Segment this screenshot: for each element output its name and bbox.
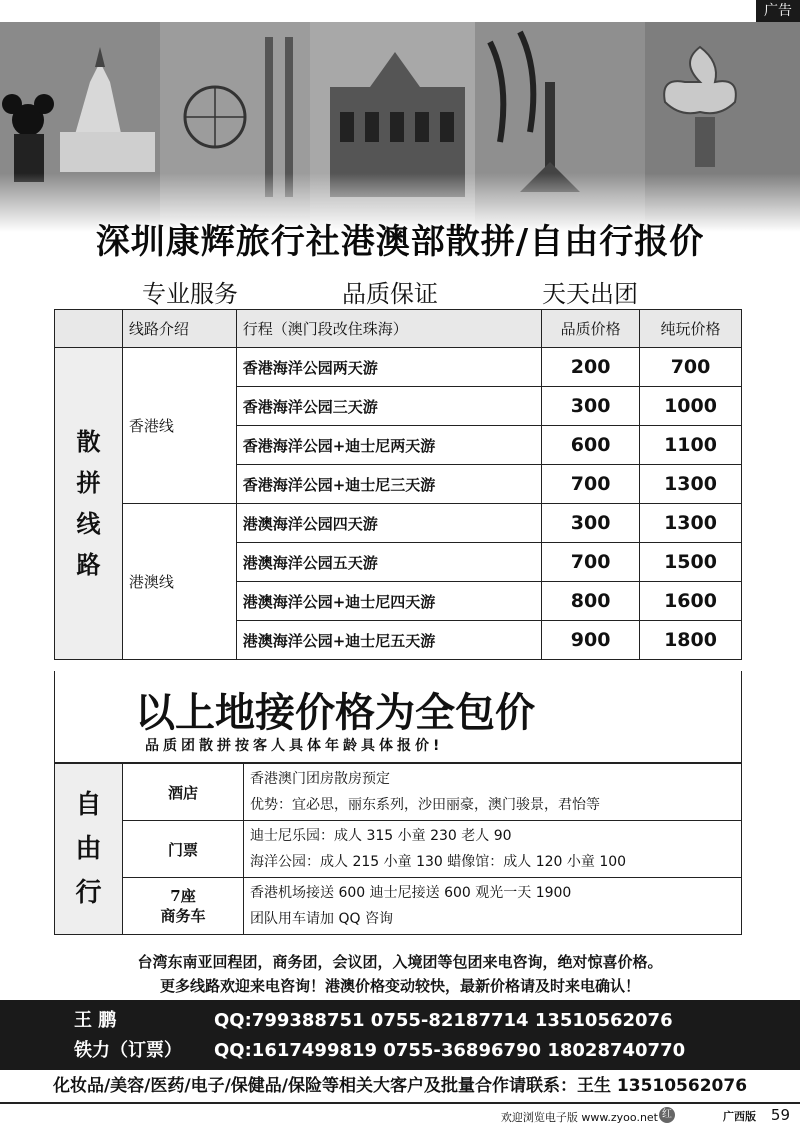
note-line-1: 台湾东南亚回程团，商务团，会议团，入境团等包团来电咨询，绝对惊喜价格。	[137, 953, 663, 971]
quality-price: 800	[542, 582, 640, 621]
contact-band	[0, 1000, 800, 1070]
pure-price: 700	[640, 348, 742, 387]
footer-edition: 广西版	[723, 1110, 756, 1123]
free-travel-label	[61, 785, 116, 913]
header-blank	[55, 310, 123, 348]
table-row	[55, 878, 742, 935]
slogans	[0, 274, 800, 308]
footer	[0, 1104, 800, 1126]
ticket-label: 门票	[123, 821, 244, 878]
page-title: 深圳康辉旅行社港澳部散拼/自由行报价	[95, 222, 705, 262]
hotel-info	[244, 764, 742, 821]
ad-tag: 广告	[756, 0, 800, 22]
header-route: 线路介绍	[122, 310, 236, 348]
route-hk-macau: 港澳线	[122, 504, 236, 660]
pure-price: 1600	[640, 582, 742, 621]
quality-price: 300	[542, 387, 640, 426]
header-pure-price: 纯玩价格	[640, 310, 742, 348]
pure-price: 1300	[640, 504, 742, 543]
contact-name: 铁力（订票）	[74, 1040, 182, 1061]
slogan-1: 专业服务	[142, 280, 238, 308]
category-char: 由	[75, 834, 102, 864]
trip-name: 香港海洋公园+迪士尼三天游	[236, 465, 541, 504]
note-line-2: 更多线路欢迎来电咨询！港澳价格变动较快，最新价格请及时来电确认！	[159, 977, 640, 995]
category-char: 路	[76, 550, 101, 579]
group-tour-price-table	[54, 309, 742, 660]
pure-price: 1000	[640, 387, 742, 426]
free-travel-table	[54, 763, 742, 935]
quality-price: 700	[542, 465, 640, 504]
car-line-1: 香港机场接送 600 迪士尼接送 600 观光一天 1900	[250, 885, 572, 901]
header-quality-price: 品质价格	[542, 310, 640, 348]
category-char: 散	[76, 427, 101, 456]
notes	[0, 950, 800, 998]
all-inclusive-notice	[54, 671, 742, 763]
slogan-2: 品质保证	[342, 280, 438, 308]
trip-name: 香港海洋公园三天游	[236, 387, 541, 426]
ticket-info	[244, 821, 742, 878]
contact-row	[74, 1036, 685, 1066]
all-inclusive-headline: 以上地接价格为全包价	[135, 689, 535, 736]
trip-name: 港澳海洋公园+迪士尼五天游	[236, 621, 541, 660]
trip-name: 港澳海洋公园五天游	[236, 543, 541, 582]
pure-price: 1100	[640, 426, 742, 465]
category-group-tours	[55, 348, 123, 660]
page-number: 59	[770, 1106, 790, 1124]
publisher-logo-icon: 红	[659, 1107, 675, 1123]
contact-row	[74, 1006, 673, 1036]
category-char: 自	[75, 790, 102, 820]
landmarks-illustration	[0, 22, 800, 232]
category-free-travel	[55, 764, 123, 935]
car-label: 7座 商务车	[123, 878, 244, 935]
category-char: 行	[75, 878, 102, 908]
category-char: 线	[76, 509, 101, 538]
ticket-line-2: 海洋公园：成人 215 小童 130 蜡像馆：成人 120 小童 100	[250, 854, 627, 870]
quality-price: 900	[542, 621, 640, 660]
table-row	[55, 764, 742, 821]
contact-info: QQ:799388751 0755-82187714 13510562076	[214, 1010, 673, 1031]
pure-price: 1300	[640, 465, 742, 504]
route-hongkong: 香港线	[122, 348, 236, 504]
table-row	[55, 504, 742, 543]
table-row	[55, 821, 742, 878]
slogan-3: 天天出团	[542, 280, 638, 308]
hotel-label: 酒店	[123, 764, 244, 821]
trip-name: 港澳海洋公园四天游	[236, 504, 541, 543]
table-header-row	[55, 310, 742, 348]
trip-name: 港澳海洋公园+迪士尼四天游	[236, 582, 541, 621]
trip-name: 香港海洋公园+迪士尼两天游	[236, 426, 541, 465]
header-itinerary: 行程（澳门段改住珠海）	[236, 310, 541, 348]
hotel-line-2: 优势：宜必思，丽东系列，沙田丽豪，澳门骏景，君怡等	[250, 797, 600, 813]
quality-price: 600	[542, 426, 640, 465]
hotel-line-1: 香港澳门团房散房预定	[250, 771, 390, 787]
category-label	[61, 425, 116, 582]
category-char: 拼	[76, 468, 101, 497]
contact-name: 王 鹏	[74, 1010, 117, 1031]
hero-photo-collage	[0, 22, 800, 232]
car-info	[244, 878, 742, 935]
quality-price: 200	[542, 348, 640, 387]
quality-price: 300	[542, 504, 640, 543]
ticket-line-1: 迪士尼乐园：成人 315 小童 230 老人 90	[250, 828, 512, 844]
footer-site: 欢迎浏览电子版 www.zyoo.net	[500, 1111, 658, 1124]
contact-info: QQ:1617499819 0755-36896790 18028740770	[214, 1040, 686, 1061]
car-line-2: 团队用车请加 QQ 咨询	[250, 911, 393, 927]
trip-name: 香港海洋公园两天游	[236, 348, 541, 387]
quality-price: 700	[542, 543, 640, 582]
pure-price: 1500	[640, 543, 742, 582]
all-inclusive-subtext: 品质团散拼按客人具体年龄具体报价!	[145, 738, 444, 754]
pure-price: 1800	[640, 621, 742, 660]
table-row	[55, 348, 742, 387]
business-cooperation-line: 化妆品/美容/医药/电子/保健品/保险等相关大客户及批量合作请联系：王生 13510562076	[0, 1070, 800, 1104]
